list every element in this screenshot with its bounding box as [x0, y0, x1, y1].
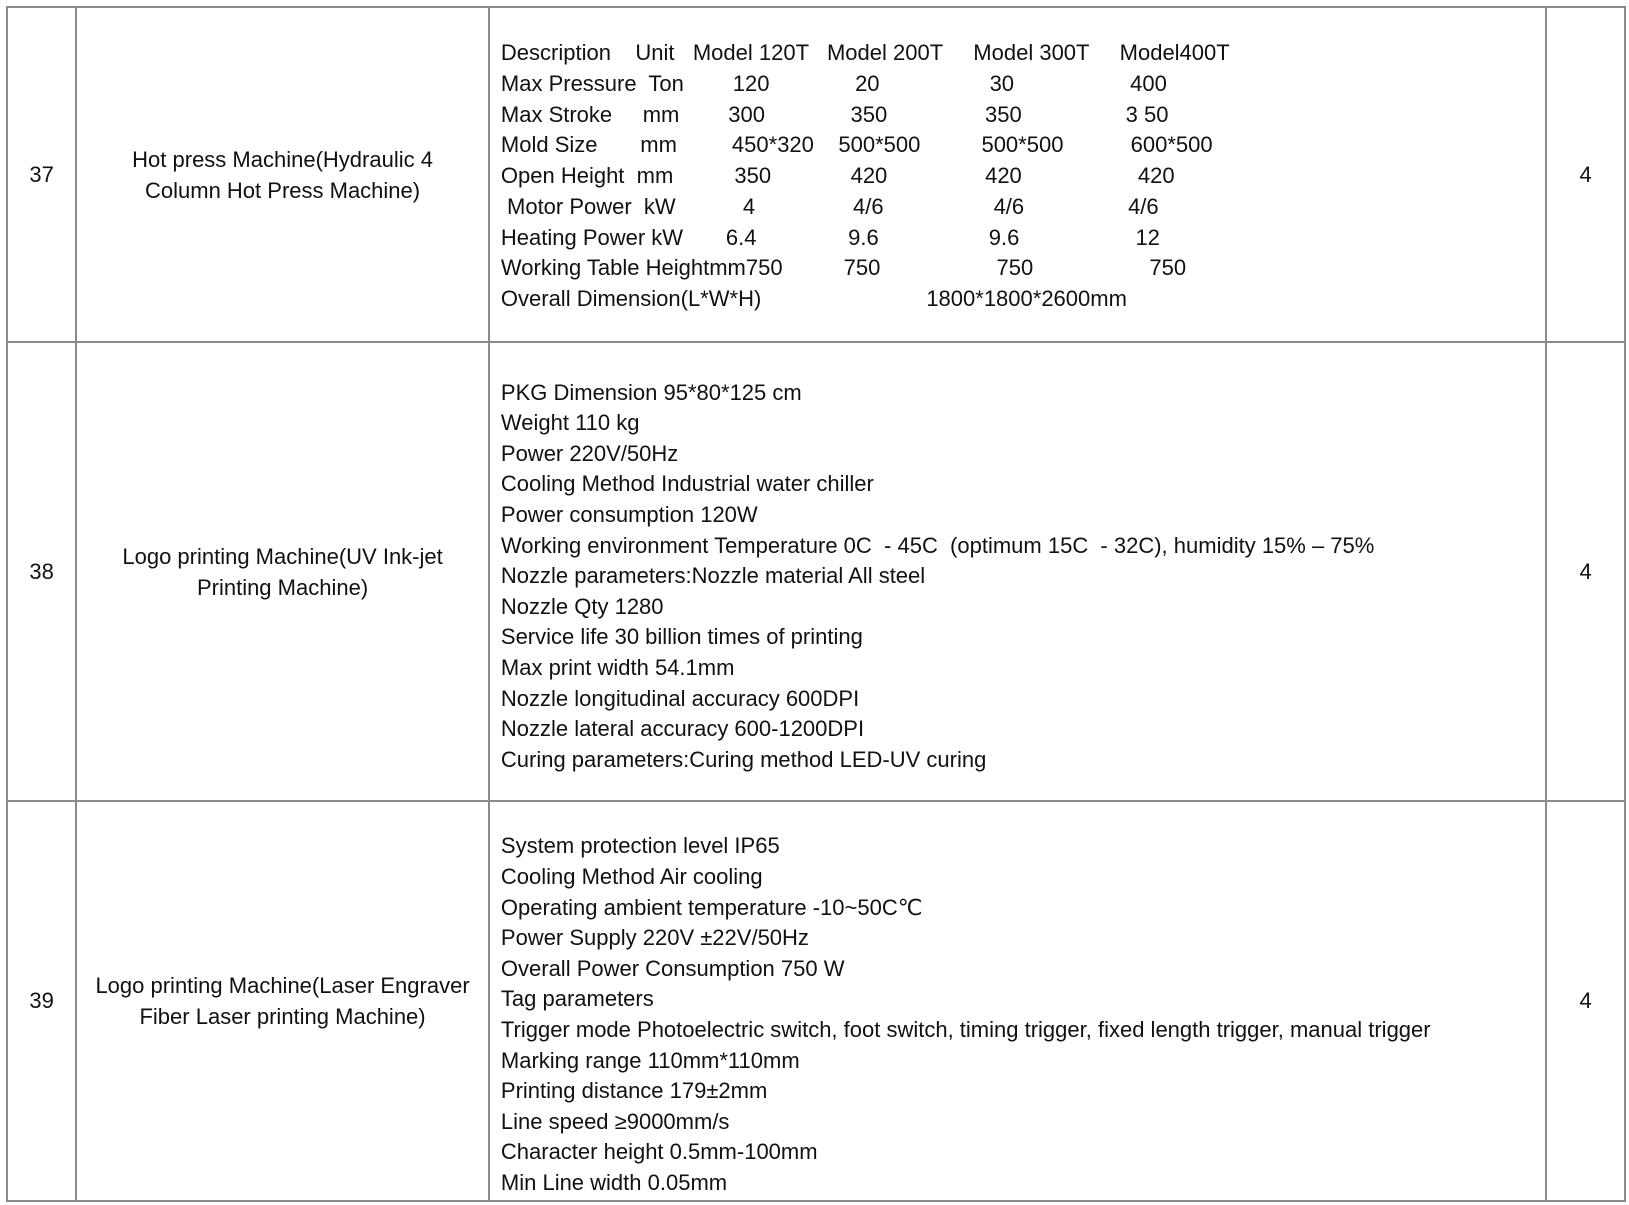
spec-line: Working Table Heightmm750 750 750 750 — [500, 255, 1187, 281]
spec-line: Overall Power Consumption 750 W — [500, 955, 845, 981]
spec-line: Open Height mm 350 420 420 420 — [500, 163, 1175, 189]
spec-line: Service life 30 billion times of printing — [500, 624, 863, 650]
spec-line: Weight 110 kg — [500, 410, 640, 436]
item-number: 39 — [7, 801, 76, 1201]
item-name — [76, 342, 489, 801]
spec-line: Marking range 110mm*110mm — [500, 1047, 800, 1073]
item-name-line: Printing Machine) — [196, 574, 369, 600]
item-name-line: Logo printing Machine(UV Ink-jet — [122, 543, 443, 569]
spec-line: Cooling Method Air cooling — [500, 864, 763, 890]
spec-line: Max Pressure Ton 120 20 30 400 — [500, 71, 1167, 97]
spec-line: Nozzle parameters:Nozzle material All steel — [500, 563, 926, 589]
spec-line: Cooling Method Industrial water chiller — [500, 471, 874, 497]
spec-line: Description Unit Model 120T Model 200T Model 300T Model400T — [500, 40, 1230, 66]
spec-line: Nozzle lateral accuracy 600-1200DPI — [500, 716, 865, 742]
table-row — [7, 7, 1625, 342]
spec-line: Trigger mode Photoelectric switch, foot switch, timing trigger, fixed length trigger, manual trigger — [500, 1017, 1431, 1042]
item-quantity: 4 — [1546, 7, 1625, 342]
item-specifications — [489, 7, 1546, 342]
item-quantity: 4 — [1546, 801, 1625, 1201]
table-row — [7, 342, 1625, 801]
spec-line: Power Supply 220V ±22V/50Hz — [500, 925, 809, 951]
spec-line: Min Line width 0.05mm — [500, 1169, 728, 1195]
table-body — [7, 7, 1625, 1201]
spec-line: Nozzle longitudinal accuracy 600DPI — [500, 685, 860, 711]
spec-line: Motor Power kW 4 4/6 4/6 4/6 — [500, 193, 1159, 219]
spec-line: Nozzle Qty 1280 — [500, 593, 664, 619]
item-name — [76, 7, 489, 342]
spec-line: Mold Size mm 450*320 500*500 500*500 600*500 — [500, 132, 1213, 158]
spec-line: Printing distance 179±2mm — [500, 1078, 768, 1104]
item-name-line: Hot press Machine(Hydraulic 4 — [132, 146, 433, 172]
spec-line: Tag parameters — [500, 986, 654, 1012]
spec-line: Working environment Temperature 0C - 45C (optimum 15C - 32C), humidity 15% – 75% — [500, 532, 1375, 558]
item-name-line: Fiber Laser printing Machine) — [139, 1004, 426, 1029]
item-number: 38 — [7, 342, 76, 801]
spec-line: PKG Dimension 95*80*125 cm — [500, 379, 802, 405]
item-quantity: 4 — [1546, 342, 1625, 801]
table-row — [7, 801, 1625, 1201]
spec-line: Curing parameters:Curing method LED-UV curing — [500, 746, 987, 772]
spec-line: Operating ambient temperature -10~50C℃ — [500, 894, 923, 920]
spec-line: Heating Power kW 6.4 9.6 9.6 12 — [500, 224, 1160, 250]
spec-line: Max Stroke mm 300 350 350 3 50 — [500, 101, 1169, 127]
equipment-table — [6, 6, 1626, 1202]
spec-line: Power 220V/50Hz — [500, 440, 679, 466]
item-specifications — [489, 801, 1546, 1201]
spec-line: Character height 0.5mm-100mm — [500, 1139, 818, 1165]
spec-line: Overall Dimension(L*W*H) 1800*1800*2600mm — [500, 285, 1127, 311]
item-number: 37 — [7, 7, 76, 342]
spec-line: Max print width 54.1mm — [500, 654, 735, 680]
item-name-line: Column Hot Press Machine) — [145, 177, 421, 203]
spec-line: Power consumption 120W — [500, 502, 758, 528]
item-name-line: Logo printing Machine(Laser Engraver — [95, 973, 470, 998]
spec-line: System protection level IP65 — [500, 833, 780, 859]
spec-line: Line speed ≥9000mm/s — [500, 1108, 730, 1134]
item-specifications — [489, 342, 1546, 801]
item-name — [76, 801, 489, 1201]
